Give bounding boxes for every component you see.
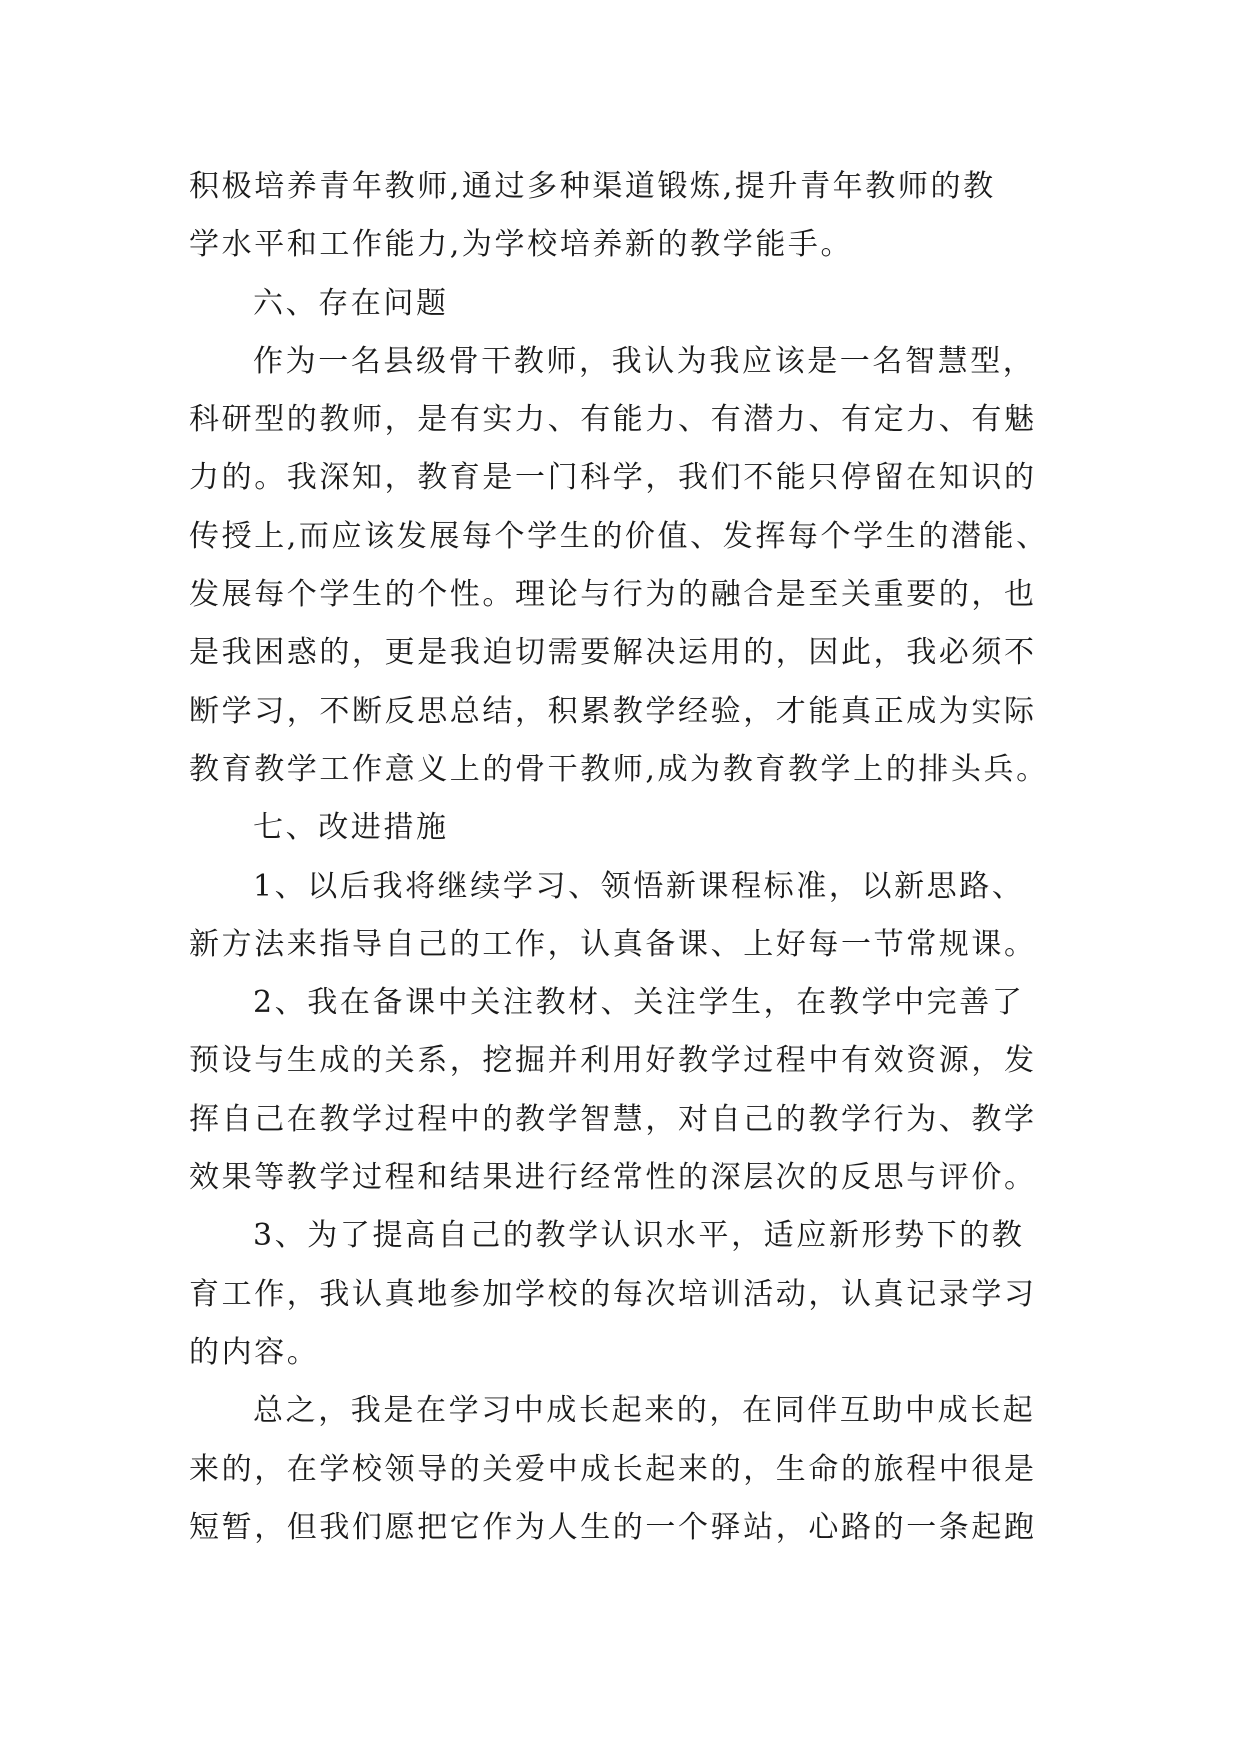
text-line: 断学习，不断反思总结，积累教学经验，才能真正成为实际	[189, 693, 1037, 729]
text-line: 新方法来指导自己的工作，认真备课、上好每一节常规课。	[189, 926, 1037, 962]
text-line: 教育教学工作意义上的骨干教师,成为教育教学上的排头兵。	[189, 751, 1049, 787]
text-line: 来的，在学校领导的关爱中成长起来的，生命的旅程中很是	[189, 1451, 1037, 1487]
text-line: 作为一名县级骨干教师，我认为我应该是一名智慧型，	[253, 343, 1036, 379]
text-line: 预设与生成的关系，挖掘并利用好教学过程中有效资源，发	[189, 1043, 1037, 1079]
text-line: 学水平和工作能力,为学校培养新的教学能手。	[189, 227, 854, 263]
text-line: 的内容。	[189, 1334, 320, 1370]
text-line: 传授上,而应该发展每个学生的价值、发挥每个学生的潜能、	[189, 518, 1049, 554]
text-line: 七、改进措施	[253, 810, 449, 846]
text-line: 1、以后我将继续学习、领悟新课程标准，以新思路、	[253, 868, 1025, 904]
text-line: 效果等教学过程和结果进行经常性的深层次的反思与评价。	[189, 1160, 1037, 1196]
text-line: 积极培养青年教师,通过多种渠道锻炼,提升青年教师的教	[189, 169, 996, 204]
text-line: 科研型的教师，是有实力、有能力、有潜力、有定力、有魅	[189, 402, 1037, 438]
text-line: 育工作，我认真地参加学校的每次培训活动，认真记录学习	[189, 1276, 1037, 1312]
text-line: 3、为了提高自己的教学认识水平，适应新形势下的教	[253, 1218, 1025, 1254]
text-line: 是我困惑的，更是我迫切需要解决运用的，因此，我必须不	[189, 635, 1037, 671]
text-line: 短暂，但我们愿把它作为人生的一个驿站，心路的一条起跑	[189, 1509, 1037, 1545]
text-line: 总之，我是在学习中成长起来的，在同伴互助中成长起	[253, 1393, 1036, 1429]
body-text	[189, 158, 1069, 1557]
text-line: 力的。我深知，教育是一门科学，我们不能只停留在知识的	[189, 460, 1037, 496]
text-line: 发展每个学生的个性。理论与行为的融合是至关重要的，也	[189, 577, 1037, 613]
text-line: 挥自己在教学过程中的教学智慧，对自己的教学行为、教学	[189, 1101, 1037, 1137]
text-line: 六、存在问题	[253, 285, 449, 321]
text-line: 2、我在备课中关注教材、关注学生，在教学中完善了	[253, 985, 1025, 1021]
